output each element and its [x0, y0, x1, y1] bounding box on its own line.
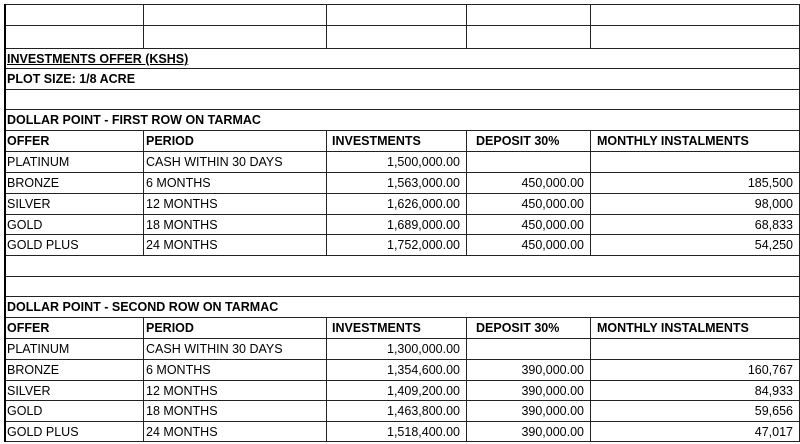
deposit-cell[interactable]: 450,000.00	[521, 197, 584, 211]
offer-cell[interactable]: GOLD PLUS	[7, 425, 79, 439]
investment-cell[interactable]: 1,500,000.00	[387, 155, 460, 169]
grid-line	[4, 89, 800, 90]
grid-line	[466, 317, 467, 442]
grid-line	[4, 296, 800, 297]
empty-row	[4, 4, 800, 24]
header-offer[interactable]: OFFER	[7, 134, 50, 148]
grid-line	[4, 359, 800, 360]
offer-cell[interactable]: PLATINUM	[7, 342, 70, 356]
investment-cell[interactable]: 1,752,000.00	[387, 238, 460, 252]
header-monthly[interactable]: MONTHLY INSTALMENTS	[597, 321, 749, 335]
grid-line	[4, 25, 800, 26]
table-row	[4, 235, 800, 255]
period-cell[interactable]: CASH WITHIN 30 DAYS	[146, 342, 283, 356]
grid-line	[4, 317, 800, 318]
monthly-cell[interactable]	[590, 152, 799, 172]
table-row	[4, 173, 800, 193]
offer-cell[interactable]: PLATINUM	[7, 155, 70, 169]
header-investments[interactable]: INVESTMENTS	[332, 321, 421, 335]
grid-line	[326, 4, 327, 48]
monthly-cell[interactable]: 160,767	[747, 363, 793, 377]
period-cell[interactable]: 18 MONTHS	[146, 404, 218, 418]
grid-line	[4, 4, 800, 5]
monthly-cell[interactable]: 98,000	[754, 197, 793, 211]
deposit-cell[interactable]: 450,000.00	[521, 176, 584, 190]
deposit-cell[interactable]	[466, 339, 590, 359]
grid-line	[4, 172, 800, 173]
offer-cell[interactable]: GOLD	[7, 218, 43, 232]
grid-line	[466, 4, 467, 48]
grid-line	[4, 421, 800, 422]
table-row	[4, 381, 800, 401]
monthly-cell[interactable]: 59,656	[754, 404, 793, 418]
grid-line	[4, 151, 800, 152]
deposit-cell[interactable]: 450,000.00	[521, 238, 584, 252]
grid-line	[590, 130, 591, 256]
offer-title-row	[4, 49, 800, 69]
investment-cell[interactable]: 1,300,000.00	[387, 342, 460, 356]
investment-cell[interactable]: 1,689,000.00	[387, 218, 460, 232]
grid-line	[4, 234, 800, 235]
grid-line	[143, 4, 144, 48]
plot-size[interactable]: PLOT SIZE: 1/8 ACRE	[7, 72, 136, 86]
investment-cell[interactable]: 1,409,200.00	[387, 384, 460, 398]
deposit-cell[interactable]: 390,000.00	[521, 363, 584, 377]
investment-cell[interactable]: 1,626,000.00	[387, 197, 460, 211]
offer-cell[interactable]: GOLD	[7, 404, 43, 418]
empty-row	[4, 25, 800, 45]
offer-cell[interactable]: SILVER	[7, 197, 51, 211]
grid-line	[4, 193, 800, 194]
table-row	[4, 194, 800, 214]
deposit-cell[interactable]: 390,000.00	[521, 384, 584, 398]
deposit-cell[interactable]: 390,000.00	[521, 425, 584, 439]
section2-header-row	[4, 318, 800, 338]
grid-line	[4, 4, 6, 442]
table-row	[4, 152, 800, 172]
grid-line	[4, 380, 800, 381]
empty-row	[4, 90, 800, 110]
monthly-cell[interactable]: 84,933	[754, 384, 793, 398]
header-offer[interactable]: OFFER	[7, 321, 50, 335]
grid-line	[143, 130, 144, 256]
spreadsheet-grid	[4, 4, 800, 441]
header-monthly[interactable]: MONTHLY INSTALMENTS	[597, 134, 749, 148]
grid-line	[466, 130, 467, 256]
offer-cell[interactable]: SILVER	[7, 384, 51, 398]
section1-title-row	[4, 110, 800, 130]
grid-line	[4, 441, 800, 442]
section1-title[interactable]: DOLLAR POINT - FIRST ROW ON TARMAC	[7, 113, 261, 127]
monthly-cell[interactable]	[590, 339, 799, 359]
grid-line	[590, 4, 591, 48]
period-cell[interactable]: 12 MONTHS	[146, 197, 218, 211]
table-row	[4, 422, 800, 442]
investment-cell[interactable]: 1,354,600.00	[387, 363, 460, 377]
deposit-cell[interactable]: 450,000.00	[521, 218, 584, 232]
offer-title[interactable]: INVESTMENTS OFFER (KSHS)	[7, 52, 189, 66]
period-cell[interactable]: 6 MONTHS	[146, 363, 211, 377]
grid-line	[4, 48, 800, 49]
grid-line	[4, 338, 800, 339]
period-cell[interactable]: CASH WITHIN 30 DAYS	[146, 155, 283, 169]
grid-line	[590, 317, 591, 442]
grid-line	[4, 400, 800, 401]
period-cell[interactable]: 12 MONTHS	[146, 384, 218, 398]
header-deposit[interactable]: DEPOSIT 30%	[476, 321, 560, 335]
grid-line	[326, 317, 327, 442]
empty-row	[4, 256, 800, 276]
period-cell[interactable]: 6 MONTHS	[146, 176, 211, 190]
header-deposit[interactable]: DEPOSIT 30%	[476, 134, 560, 148]
grid-line	[326, 130, 327, 256]
table-row	[4, 215, 800, 235]
section2-title[interactable]: DOLLAR POINT - SECOND ROW ON TARMAC	[7, 300, 279, 314]
section2-title-row	[4, 297, 800, 317]
plot-size-row	[4, 69, 800, 89]
deposit-cell[interactable]: 390,000.00	[521, 404, 584, 418]
monthly-cell[interactable]: 47,017	[754, 425, 793, 439]
table-row	[4, 401, 800, 421]
grid-line	[4, 255, 800, 256]
section1-header-row	[4, 131, 800, 151]
period-cell[interactable]: 18 MONTHS	[146, 218, 218, 232]
table-row	[4, 360, 800, 380]
grid-line	[143, 317, 144, 442]
offer-cell[interactable]: GOLD PLUS	[7, 238, 79, 252]
offer-cell[interactable]: BRONZE	[7, 176, 60, 190]
period-cell[interactable]: 24 MONTHS	[146, 425, 218, 439]
grid-line	[4, 109, 800, 110]
header-period[interactable]: PERIOD	[146, 134, 194, 148]
grid-line	[4, 276, 800, 277]
period-cell[interactable]: 24 MONTHS	[146, 238, 218, 252]
investment-cell[interactable]: 1,518,400.00	[387, 425, 460, 439]
table-row	[4, 339, 800, 359]
monthly-cell[interactable]: 185,500	[747, 176, 793, 190]
monthly-cell[interactable]: 68,833	[754, 218, 793, 232]
investment-cell[interactable]: 1,463,800.00	[387, 404, 460, 418]
grid-line	[4, 130, 800, 131]
header-period[interactable]: PERIOD	[146, 321, 194, 335]
empty-row	[4, 277, 800, 297]
header-investments[interactable]: INVESTMENTS	[332, 134, 421, 148]
monthly-cell[interactable]: 54,250	[754, 238, 793, 252]
grid-line	[4, 214, 800, 215]
offer-cell[interactable]: BRONZE	[7, 363, 60, 377]
investment-cell[interactable]: 1,563,000.00	[387, 176, 460, 190]
grid-line	[4, 68, 800, 69]
deposit-cell[interactable]	[466, 152, 590, 172]
